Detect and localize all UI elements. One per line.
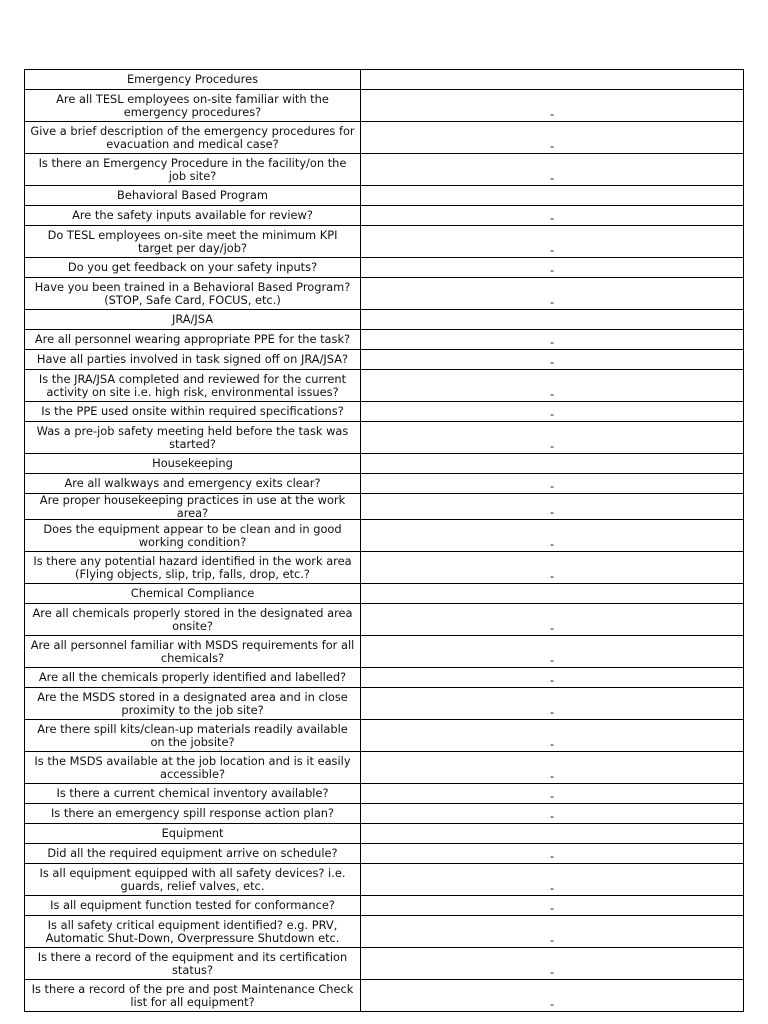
question-text: Have you been trained in a Behavioral Based Program? (STOP, Safe Card, FOCUS, etc.): [25, 278, 361, 310]
checklist-row: [25, 520, 744, 552]
section-header-row: [25, 70, 744, 90]
checklist-row: [25, 720, 744, 752]
checklist-row: [25, 844, 744, 864]
answer-cell: -: [361, 350, 744, 370]
question-text: Does the equipment appear to be clean and in good working condition?: [25, 520, 361, 552]
answer-cell: -: [361, 948, 744, 980]
answer-cell: -: [361, 154, 744, 186]
answer-cell: -: [361, 604, 744, 636]
section-answer-cell: [361, 824, 744, 844]
answer-cell: -: [361, 784, 744, 804]
section-answer-cell: [361, 186, 744, 206]
answer-cell: -: [361, 636, 744, 668]
answer-cell: -: [361, 980, 744, 1012]
checklist-row: [25, 474, 744, 494]
checklist-row: [25, 636, 744, 668]
answer-cell: -: [361, 720, 744, 752]
section-title: Behavioral Based Program: [25, 186, 361, 206]
checklist-row: [25, 226, 744, 258]
question-text: Is all equipment equipped with all safety devices? i.e. guards, relief valves, etc.: [25, 864, 361, 896]
answer-cell: -: [361, 474, 744, 494]
checklist-row: [25, 980, 744, 1012]
question-text: Is the MSDS available at the job location and is it easily accessible?: [25, 752, 361, 784]
checklist-row: [25, 154, 744, 186]
question-text: Are there spill kits/clean-up materials readily available on the jobsite?: [25, 720, 361, 752]
section-header-row: [25, 584, 744, 604]
question-text: Is there a record of the equipment and its certification status?: [25, 948, 361, 980]
answer-cell: -: [361, 896, 744, 916]
answer-cell: -: [361, 278, 744, 310]
answer-cell: -: [361, 752, 744, 784]
checklist-row: [25, 370, 744, 402]
answer-cell: -: [361, 520, 744, 552]
checklist-row: [25, 278, 744, 310]
checklist-row: [25, 402, 744, 422]
section-title: JRA/JSA: [25, 310, 361, 330]
checklist-row: [25, 804, 744, 824]
checklist-row: [25, 668, 744, 688]
answer-cell: -: [361, 206, 744, 226]
answer-cell: -: [361, 422, 744, 454]
checklist-row: [25, 122, 744, 154]
question-text: Are all walkways and emergency exits clear?: [25, 474, 361, 494]
checklist-row: [25, 258, 744, 278]
question-text: Do you get feedback on your safety inputs?: [25, 258, 361, 278]
question-text: Give a brief description of the emergency procedures for evacuation and medical case?: [25, 122, 361, 154]
checklist-row: [25, 784, 744, 804]
section-answer-cell: [361, 70, 744, 90]
checklist-row: [25, 916, 744, 948]
checklist-row: [25, 206, 744, 226]
checklist-row: [25, 864, 744, 896]
checklist-row: [25, 948, 744, 980]
checklist-row: [25, 552, 744, 584]
question-text: Are all personnel wearing appropriate PPE for the task?: [25, 330, 361, 350]
question-text: Is there a current chemical inventory available?: [25, 784, 361, 804]
question-text: Is there a record of the pre and post Maintenance Check list for all equipment?: [25, 980, 361, 1012]
question-text: Is there an emergency spill response action plan?: [25, 804, 361, 824]
section-answer-cell: [361, 584, 744, 604]
section-title: Emergency Procedures: [25, 70, 361, 90]
question-text: Is there any potential hazard identified in the work area (Flying objects, slip, trip, falls, drop, etc.?: [25, 552, 361, 584]
answer-cell: -: [361, 370, 744, 402]
question-text: Have all parties involved in task signed off on JRA/JSA?: [25, 350, 361, 370]
section-answer-cell: [361, 454, 744, 474]
checklist-body: [25, 70, 744, 1012]
answer-cell: -: [361, 804, 744, 824]
answer-cell: -: [361, 494, 744, 520]
question-text: Is the JRA/JSA completed and reviewed for the current activity on site i.e. high risk, environmental issues?: [25, 370, 361, 402]
answer-cell: -: [361, 402, 744, 422]
answer-cell: -: [361, 844, 744, 864]
answer-cell: -: [361, 688, 744, 720]
checklist-row: [25, 494, 744, 520]
answer-cell: -: [361, 330, 744, 350]
question-text: Are all TESL employees on-site familiar with the emergency procedures?: [25, 90, 361, 122]
question-text: Did all the required equipment arrive on schedule?: [25, 844, 361, 864]
section-header-row: [25, 824, 744, 844]
question-text: Is the PPE used onsite within required specifications?: [25, 402, 361, 422]
answer-cell: -: [361, 552, 744, 584]
checklist-row: [25, 752, 744, 784]
section-title: Housekeeping: [25, 454, 361, 474]
question-text: Are all personnel familiar with MSDS requirements for all chemicals?: [25, 636, 361, 668]
section-header-row: [25, 310, 744, 330]
answer-cell: -: [361, 90, 744, 122]
section-answer-cell: [361, 310, 744, 330]
checklist-row: [25, 604, 744, 636]
checklist-table: [24, 69, 744, 1012]
question-text: Are all the chemicals properly identified and labelled?: [25, 668, 361, 688]
answer-cell: -: [361, 226, 744, 258]
section-header-row: [25, 454, 744, 474]
checklist-row: [25, 688, 744, 720]
question-text: Are the MSDS stored in a designated area and in close proximity to the job site?: [25, 688, 361, 720]
section-header-row: [25, 186, 744, 206]
answer-cell: -: [361, 864, 744, 896]
question-text: Is all equipment function tested for conformance?: [25, 896, 361, 916]
answer-cell: -: [361, 668, 744, 688]
question-text: Are proper housekeeping practices in use at the work area?: [25, 494, 361, 520]
answer-cell: -: [361, 122, 744, 154]
checklist-row: [25, 90, 744, 122]
question-text: Are the safety inputs available for review?: [25, 206, 361, 226]
checklist-row: [25, 896, 744, 916]
question-text: Was a pre-job safety meeting held before the task was started?: [25, 422, 361, 454]
answer-cell: -: [361, 258, 744, 278]
answer-cell: -: [361, 916, 744, 948]
section-title: Equipment: [25, 824, 361, 844]
checklist-row: [25, 350, 744, 370]
checklist-row: [25, 330, 744, 350]
question-text: Is all safety critical equipment identified? e.g. PRV, Automatic Shut-Down, Overpressure Shutdown etc.: [25, 916, 361, 948]
question-text: Are all chemicals properly stored in the designated area onsite?: [25, 604, 361, 636]
section-title: Chemical Compliance: [25, 584, 361, 604]
question-text: Do TESL employees on-site meet the minimum KPI target per day/job?: [25, 226, 361, 258]
checklist-row: [25, 422, 744, 454]
question-text: Is there an Emergency Procedure in the facility/on the job site?: [25, 154, 361, 186]
